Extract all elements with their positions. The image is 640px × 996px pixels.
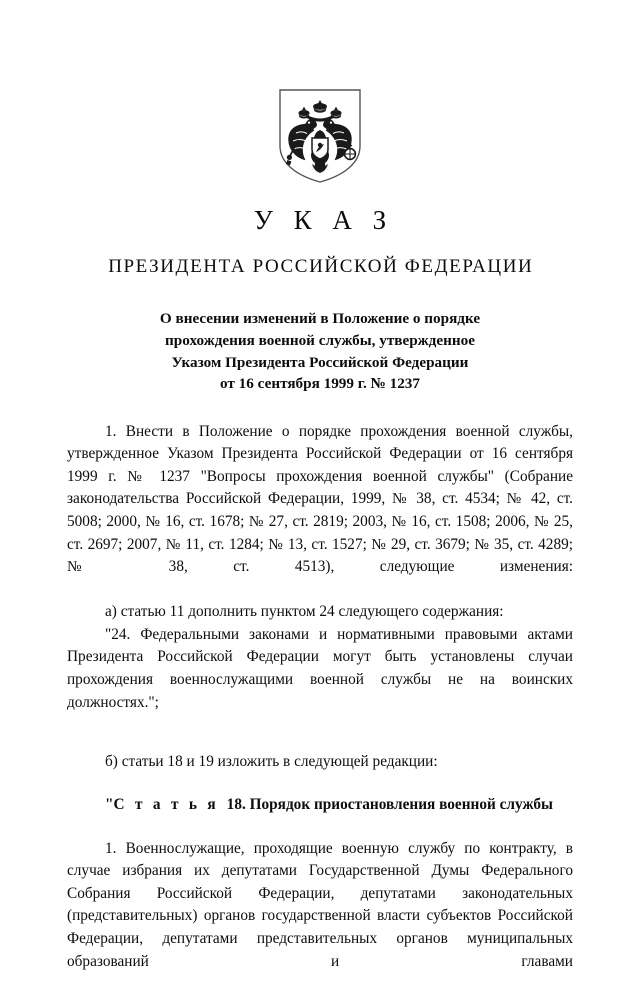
decree-word: У К А З xyxy=(253,205,394,235)
paragraph-point-24: "24. Федеральными законами и нормативными правовыми актами Президента Российской Федерации могут быть установлены случаи прохождения военнослужащими военной службы не на воинских должностях."; xyxy=(67,625,573,711)
issuing-authority: ПРЕЗИДЕНТА РОССИЙСКОЙ ФЕДЕРАЦИИ xyxy=(108,255,534,277)
paragraph-item-b: б) статьи 18 и 19 изложить в следующей редакции: xyxy=(105,752,438,770)
article-18-heading xyxy=(67,794,573,817)
decree-title xyxy=(67,308,573,394)
paragraph-spacer xyxy=(67,737,573,751)
decree-title-line-2: прохождения военной службы, утвержденное xyxy=(165,332,475,350)
coat-of-arms-container xyxy=(67,0,573,184)
decree-title-line-1: О внесении изменений в Положение о порядке xyxy=(159,310,481,328)
decree-title-line-4: от 16 сентября 1999 г. № 1237 xyxy=(220,375,420,393)
article-heading-spacer xyxy=(67,773,573,794)
russian-coat-of-arms-icon xyxy=(274,88,366,184)
decree-body xyxy=(67,421,573,996)
decree-title-line-3: Указом Президента Российской Федерации xyxy=(171,353,469,371)
paragraph-1: 1. Внести в Положение о порядке прохождения военной службы, утвержденное Указом Президента Российской Федерации от 16 сентября 1999 г. № 1237 "Вопросы прохождения военной службы" (Собрание законодательства Российской Федерации, 1999, № 38, ст. 4534; № 42, ст. 5008; 2000, № 16, ст. 1678; № 27, ст. 2819; 2003, № 16, ст. 1508; 2006, № 25, ст. 2697; 2007, № 11, ст. 1284; № 13, ст. 1527; № 29, ст. 3679; № 35, ст. 4289; № 38, ст. 4513), следующие изменения: xyxy=(67,422,573,576)
article-label: С т а т ь я xyxy=(113,796,220,814)
paragraph-item-a: а) статью 11 дополнить пунктом 24 следующего содержания: xyxy=(105,603,504,621)
article-number-and-name: 18. Порядок приостановления военной службы xyxy=(226,796,553,814)
article-open-quote: " xyxy=(105,796,114,814)
article-body-spacer xyxy=(67,817,573,838)
article-18-paragraph-1: 1. Военнослужащие, проходящие военную службу по контракту, в случае избрания их депутатами Государственной Думы Федерального Собрания Российской Федерации, депутатами законодательных (представительных) органов государственной власти субъектов Российской Федерации, депутатами представительных органов муниципальных образований и главами xyxy=(67,839,573,970)
